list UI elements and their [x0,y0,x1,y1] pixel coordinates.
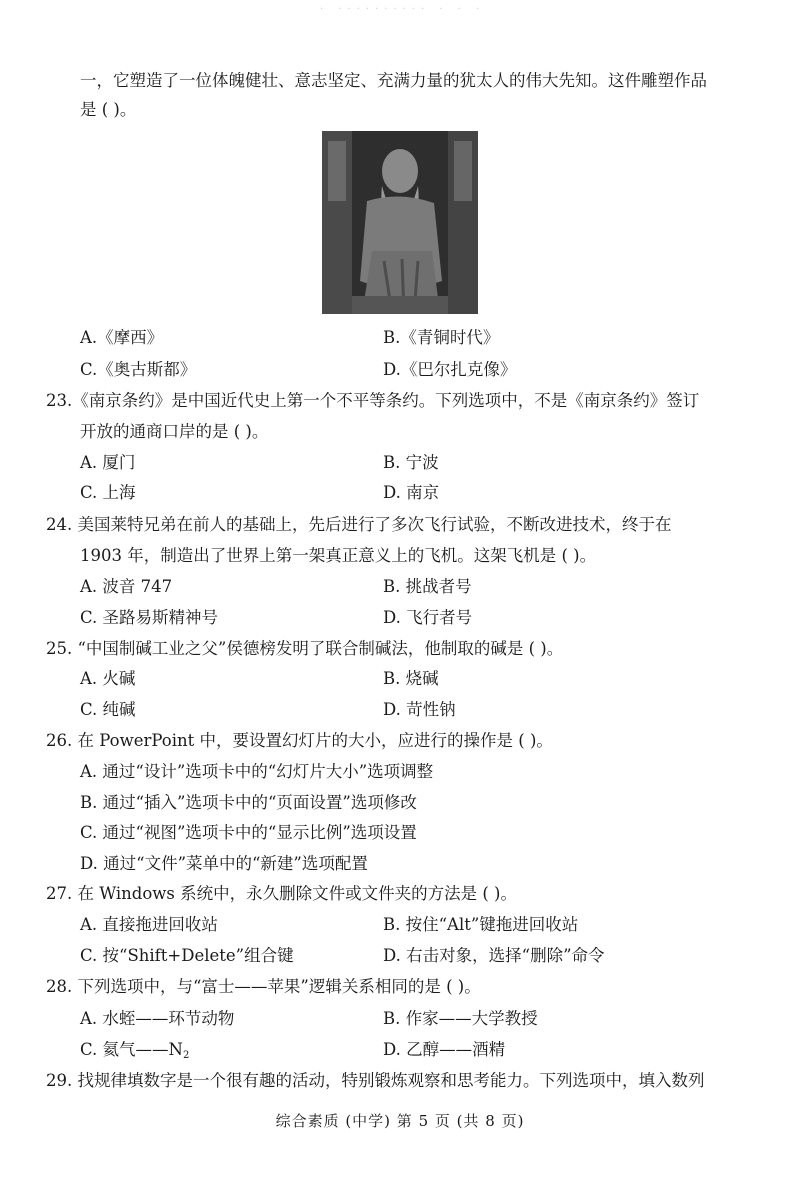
q23-option-c: C. 上海 [80,483,136,502]
q25-option-c: C. 纯碱 [80,700,136,719]
q26-option-a: A. 通过“设计”选项卡中的“幻灯片大小”选项调整 [80,762,434,781]
q25-line1: 25. “中国制碱工业之父”侯德榜发明了联合制碱法，他制取的碱是 ( )。 [46,639,564,658]
q27-line1: 27. 在 Windows 系统中，永久删除文件或文件夹的方法是 ( )。 [46,884,517,903]
q22-option-c: C.《奥古斯都》 [80,360,197,379]
q22-option-b: B.《青铜时代》 [383,328,500,347]
moses-statue-photo [322,131,478,314]
q27-option-b: B. 按住“Alt”键拖进回收站 [383,915,579,934]
q24-option-c: C. 圣路易斯精神号 [80,608,219,627]
q28-option-a: A. 水蛭——环节动物 [80,1009,235,1028]
q24-option-d: D. 飞行者号 [383,608,473,627]
q22-option-d: D.《巴尔扎克像》 [383,360,517,379]
q23-line1: 23.《南京条约》是中国近代史上第一个不平等条约。下列选项中，不是《南京条约》签订 [46,391,700,410]
faint-header: · ·········· · · · [320,4,486,15]
q23-option-b: B. 宁波 [383,453,439,472]
q27-option-a: A. 直接拖进回收站 [80,915,218,934]
q22-line2: 是 ( )。 [80,100,137,119]
q28-option-c [80,1039,189,1067]
q24-line1: 24. 美国莱特兄弟在前人的基础上，先后进行了多次飞行试验，不断改进技术，终于在 [46,515,672,534]
q26-option-d: D. 通过“文件”菜单中的“新建”选项配置 [80,854,368,873]
q27-option-d: D. 右击对象，选择“删除”命令 [383,946,605,965]
q28-option-c-text: C. 氦气——N [80,1040,183,1059]
page-footer: 综合素质 (中学) 第 5 页 (共 8 页) [275,1112,525,1130]
q26-line1: 26. 在 PowerPoint 中，要设置幻灯片的大小，应进行的操作是 ( )。 [46,731,553,750]
n2-subscript: 2 [182,1050,190,1061]
q24-option-a: A. 波音 747 [80,577,173,596]
q27-option-c: C. 按“Shift+Delete”组合键 [80,946,294,965]
q29-line1: 29. 找规律填数字是一个很有趣的活动，特别锻炼观察和思考能力。下列选项中，填入数列 [46,1071,705,1090]
q28-option-d: D. 乙醇——酒精 [383,1040,506,1059]
q28-option-b: B. 作家——大学教授 [383,1009,538,1028]
q28-line1: 28. 下列选项中，与“富士——苹果”逻辑关系相同的是 ( )。 [46,977,481,996]
q23-option-d: D. 南京 [383,483,440,502]
q24-line2: 1903 年，制造出了世界上第一架真正意义上的飞机。这架飞机是 ( )。 [80,546,597,565]
q23-option-a: A. 厦门 [80,453,136,472]
q25-option-d: D. 苛性钠 [383,700,456,719]
q25-option-b: B. 烧碱 [383,669,439,688]
q22-option-a: A.《摩西》 [80,328,164,347]
q26-option-c: C. 通过“视图”选项卡中的“显示比例”选项设置 [80,823,417,842]
q24-option-b: B. 挑战者号 [383,577,472,596]
q23-line2: 开放的通商口岸的是 ( )。 [80,422,269,441]
q26-option-b: B. 通过“插入”选项卡中的“页面设置”选项修改 [80,793,417,812]
q25-option-a: A. 火碱 [80,669,136,688]
q22-line1: 一，它塑造了一位体魄健壮、意志坚定、充满力量的犹太人的伟大先知。这件雕塑作品 [80,71,707,90]
statue-image [322,131,478,314]
